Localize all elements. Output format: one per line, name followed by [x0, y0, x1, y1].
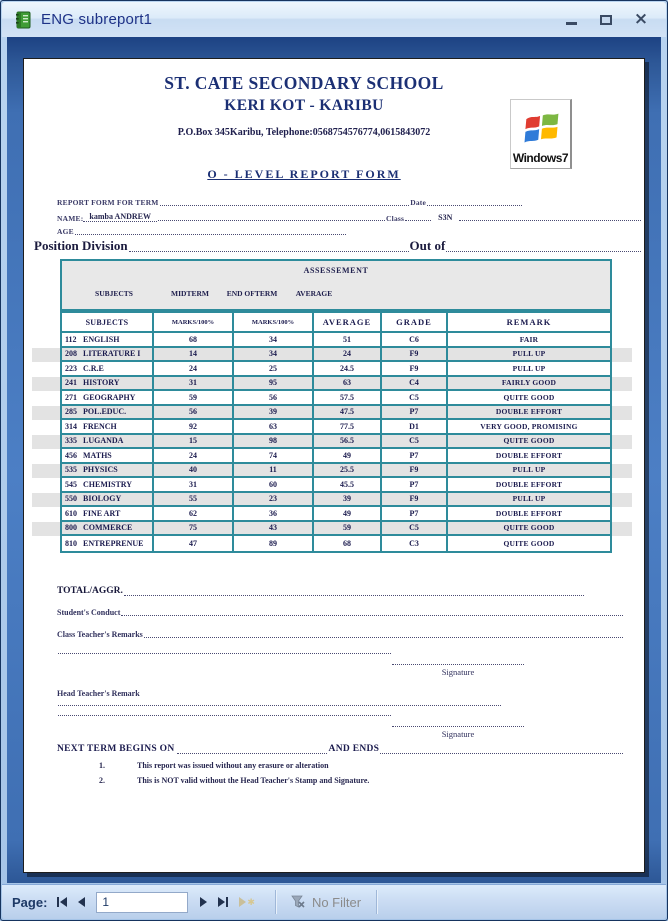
term-row — [57, 199, 523, 207]
footnote-1 — [99, 761, 329, 770]
footnote-number: 1. — [99, 761, 105, 770]
dotted-line — [160, 205, 410, 206]
date-label: Date — [410, 198, 426, 207]
separator — [275, 890, 276, 914]
grade-cell: C4 — [382, 377, 448, 392]
subject-code: 800 — [65, 523, 77, 533]
name-row — [57, 213, 642, 222]
dotted-line — [58, 653, 391, 654]
next-page-button[interactable] — [200, 897, 207, 907]
dotted-line — [158, 220, 385, 221]
average-cell: 45.5 — [314, 478, 382, 493]
grade-cell: C5 — [382, 522, 448, 537]
midterm-cell: 40 — [154, 464, 234, 479]
endterm-cell: 98 — [234, 435, 314, 450]
remark-cell: QUITE GOOD — [503, 538, 555, 548]
head-remark-line-2 — [57, 715, 392, 717]
endterm-cell: 56 — [234, 391, 314, 406]
dotted-line — [121, 615, 623, 616]
report-icon — [13, 10, 33, 30]
footnote-2 — [99, 776, 369, 785]
grade-cell: C5 — [382, 435, 448, 450]
midterm-cell: 47 — [154, 536, 234, 551]
col-header-subjects: SUBJECTS — [62, 313, 154, 333]
head-teacher-signature — [392, 725, 524, 739]
subject-name: ENTREPRENUE — [83, 538, 144, 548]
band-average-label: AVERAGE — [295, 289, 333, 298]
average-cell: 47.5 — [314, 406, 382, 421]
position-label: Position Division — [34, 238, 128, 253]
remark-cell: QUITE GOOD — [448, 391, 610, 406]
subject-name: LITERATURE I — [83, 349, 141, 359]
footnote-text: This is NOT valid without the Head Teacher's Stamp and Signature. — [137, 776, 370, 785]
next-term-label: NEXT TERM BEGINS ON — [57, 744, 175, 754]
titlebar — [2, 2, 666, 37]
average-cell: 51 — [314, 333, 382, 348]
next-page-icon — [200, 897, 207, 907]
subject-name: MATHS — [83, 450, 112, 460]
subject-cell — [62, 362, 154, 377]
subject-code: 271 — [65, 392, 77, 402]
midterm-cell: 31 — [154, 478, 234, 493]
no-filter-button[interactable] — [285, 895, 367, 910]
average-cell: 57.5 — [314, 391, 382, 406]
subject-cell — [62, 464, 154, 479]
dotted-line — [392, 725, 524, 727]
class-teacher-signature — [392, 663, 524, 677]
signature-label: Signature — [441, 729, 475, 739]
next-term-row — [57, 745, 624, 755]
subject-code: 610 — [65, 508, 77, 518]
remark-cell: FAIR — [448, 333, 610, 348]
conduct-label: Student's Conduct — [57, 608, 121, 617]
minimize-button[interactable] — [562, 12, 580, 28]
midterm-cell: 59 — [154, 391, 234, 406]
subject-cell — [62, 536, 154, 551]
endterm-cell: 34 — [234, 333, 314, 348]
dotted-line — [144, 637, 623, 638]
average-cell: 49 — [314, 507, 382, 522]
dotted-line — [380, 753, 623, 754]
class-teacher-label: Class Teacher's Remarks — [57, 630, 143, 639]
dotted-line — [427, 205, 522, 206]
previous-page-button[interactable] — [78, 897, 85, 907]
grade-cell: P7 — [382, 478, 448, 493]
window-title: ENG subreport1 — [41, 11, 153, 28]
remark-cell: DOUBLE EFFORT — [448, 507, 610, 522]
grade-cell: F9 — [382, 464, 448, 479]
footnote-text: This report was issued without any erasure or alteration — [137, 761, 329, 770]
first-page-button[interactable] — [57, 897, 67, 907]
col-header-grade: GRADE — [382, 313, 448, 333]
remark-cell: VERY GOOD, PROMISING — [448, 420, 610, 435]
subject-code: 335 — [65, 436, 77, 446]
subject-code: 314 — [65, 421, 77, 431]
grade-cell: F9 — [382, 362, 448, 377]
col-header-endterm-marks: MARKS/100% — [234, 313, 314, 333]
maximize-icon — [600, 15, 612, 25]
dotted-line — [129, 251, 409, 252]
subject-cell — [62, 391, 154, 406]
subject-code: 285 — [65, 407, 77, 417]
midterm-cell: 14 — [154, 348, 234, 363]
midterm-cell: 68 — [154, 333, 234, 348]
average-cell: 77.5 — [314, 420, 382, 435]
grade-cell: F9 — [382, 493, 448, 508]
endterm-cell: 74 — [234, 449, 314, 464]
remark-cell: DOUBLE EFFORT — [448, 449, 610, 464]
first-page-icon — [60, 897, 67, 907]
last-page-icon — [218, 897, 225, 907]
subject-code: 241 — [65, 378, 77, 388]
endterm-cell: 63 — [234, 420, 314, 435]
dotted-line — [392, 663, 524, 665]
class-label: Class — [386, 213, 405, 223]
separator — [376, 890, 377, 914]
signature-label: Signature — [441, 667, 475, 677]
subject-name: FRENCH — [83, 421, 117, 431]
midterm-cell: 56 — [154, 406, 234, 421]
class-teacher-row — [57, 631, 624, 639]
assessment-title: ASSESSEMENT — [303, 266, 369, 275]
endterm-cell: 11 — [234, 464, 314, 479]
remark-cell: QUITE GOOD — [448, 435, 610, 450]
midterm-cell: 92 — [154, 420, 234, 435]
subject-cell — [62, 478, 154, 493]
subject-cell — [62, 420, 154, 435]
subject-code: 208 — [65, 349, 77, 359]
average-cell: 59 — [314, 522, 382, 537]
average-cell: 39 — [314, 493, 382, 508]
subject-cell — [62, 435, 154, 450]
col-header-midterm-marks: MARKS/100% — [154, 313, 234, 333]
new-page-icon: ✱ — [247, 896, 255, 907]
head-teacher-label: Head Teacher's Remark — [57, 689, 140, 698]
subject-code: 223 — [65, 363, 77, 373]
subject-cell — [62, 522, 154, 537]
endterm-cell: 34 — [234, 348, 314, 363]
subject-cell — [62, 493, 154, 508]
page-number-input[interactable] — [96, 892, 188, 913]
subject-code: 112 — [65, 334, 77, 344]
subject-name: COMMERCE — [83, 523, 133, 533]
average-cell: 56.5 — [314, 435, 382, 450]
midterm-cell: 75 — [154, 522, 234, 537]
last-page-icon — [226, 897, 228, 907]
funnel-icon — [291, 895, 306, 909]
minimize-icon — [566, 22, 577, 25]
window-controls — [562, 9, 650, 29]
report-page — [23, 58, 645, 873]
total-label: TOTAL/AGGR. — [57, 586, 123, 596]
col-header-average: AVERAGE — [314, 313, 382, 333]
midterm-cell: 24 — [154, 449, 234, 464]
position-row — [34, 239, 642, 253]
assessment-band — [60, 259, 612, 311]
school-name: ST. CATE SECONDARY SCHOOL — [164, 73, 444, 93]
subject-code: 545 — [65, 479, 77, 489]
subject-name: GEOGRAPHY — [83, 392, 136, 402]
logo-caption: Windows7 — [512, 151, 569, 165]
midterm-cell: 24 — [154, 362, 234, 377]
dotted-line — [177, 753, 327, 754]
footnote-number: 2. — [99, 776, 105, 785]
age-row — [57, 228, 347, 236]
remark-cell: DOUBLE EFFORT — [448, 478, 610, 493]
remark-cell: PULL UP — [448, 362, 610, 377]
subject-name: PHYSICS — [83, 465, 118, 475]
subject-cell — [62, 333, 154, 348]
subject-name: CHEMISTRY — [83, 479, 133, 489]
midterm-cell: 15 — [154, 435, 234, 450]
marks-table — [60, 311, 612, 553]
close-button[interactable] — [632, 9, 650, 29]
no-filter-label: No Filter — [311, 894, 362, 910]
subject-name: HISTORY — [83, 378, 120, 388]
grade-cell: D1 — [382, 420, 448, 435]
endterm-cell: 23 — [234, 493, 314, 508]
maximize-button[interactable] — [597, 12, 615, 28]
subject-cell — [62, 406, 154, 421]
subject-code: 550 — [65, 494, 77, 504]
school-location: KERI KOT - KARIBU — [224, 97, 384, 114]
grade-cell: P7 — [382, 406, 448, 421]
remark-cell: PULL UP — [448, 348, 610, 363]
col-header-remark: REMARK — [448, 313, 610, 333]
average-cell: 63 — [314, 377, 382, 392]
subject-code: 456 — [65, 450, 77, 460]
name-label: NAME: — [57, 213, 84, 223]
last-page-button[interactable] — [218, 897, 228, 907]
head-remark-line — [57, 705, 502, 707]
dotted-line — [405, 220, 431, 221]
average-cell: 49 — [314, 449, 382, 464]
dotted-line — [459, 220, 641, 221]
subject-cell — [62, 348, 154, 363]
dotted-line — [446, 251, 641, 252]
age-label: AGE — [57, 227, 74, 236]
subject-name: LUGANDA — [83, 436, 124, 446]
remark-cell: QUITE GOOD — [448, 522, 610, 537]
close-icon: × — [633, 9, 649, 29]
term-label: REPORT FORM FOR TERM — [57, 198, 159, 207]
dotted-line — [75, 234, 346, 235]
grade-cell: C5 — [382, 391, 448, 406]
total-row — [57, 587, 585, 597]
subject-name: BIOLOGY — [83, 494, 122, 504]
average-cell: 24.5 — [314, 362, 382, 377]
grade-cell: F9 — [382, 348, 448, 363]
name-value: kamba ANDREW — [83, 213, 157, 222]
band-endofterm-label: END OFTERM — [226, 289, 278, 298]
midterm-cell: 55 — [154, 493, 234, 508]
form-title: O - LEVEL REPORT FORM — [207, 167, 401, 181]
ends-label: AND ENDS — [328, 744, 380, 754]
endterm-cell: 60 — [234, 478, 314, 493]
endterm-cell: 39 — [234, 406, 314, 421]
subject-cell — [62, 507, 154, 522]
remark-cell: PULL UP — [448, 493, 610, 508]
endterm-cell: 95 — [234, 377, 314, 392]
windows7-logo — [510, 99, 572, 169]
endterm-cell: 25 — [234, 362, 314, 377]
grade-cell: P7 — [382, 449, 448, 464]
dotted-line — [124, 595, 584, 596]
dotted-line — [58, 705, 501, 706]
endterm-cell: 43 — [234, 522, 314, 537]
average-cell: 25.5 — [314, 464, 382, 479]
class-value: S3N — [438, 213, 453, 222]
subject-cell — [62, 449, 154, 464]
endterm-cell: 89 — [234, 536, 314, 551]
out-of-label: Out of — [409, 238, 446, 253]
school-contact: P.O.Box 345Karibu, Telephone:0568754576774,0615843072 — [177, 127, 431, 138]
band-subjects-label: SUBJECTS — [95, 289, 133, 298]
subject-cell — [62, 377, 154, 392]
windows-flag-icon — [519, 110, 563, 152]
subject-name: ENGLISH — [83, 334, 120, 344]
report-canvas — [7, 37, 661, 883]
page-nav-label: Page: — [12, 894, 48, 910]
subject-code: 535 — [65, 465, 77, 475]
endterm-cell: 36 — [234, 507, 314, 522]
subject-name: C.R.E — [83, 363, 104, 373]
remark-cell: FAIRLY GOOD — [448, 377, 610, 392]
subject-name: FINE ART — [83, 508, 121, 518]
grade-cell: C6 — [382, 333, 448, 348]
midterm-cell: 31 — [154, 377, 234, 392]
remark-cell: DOUBLE EFFORT — [448, 406, 610, 421]
previous-page-icon — [78, 897, 85, 907]
first-page-icon — [57, 897, 59, 907]
grade-cell: P7 — [382, 507, 448, 522]
statusbar — [2, 884, 666, 919]
new-page-button[interactable] — [239, 897, 255, 907]
dotted-line — [58, 715, 391, 716]
band-midterm-label: MIDTERM — [171, 289, 209, 298]
midterm-cell: 62 — [154, 507, 234, 522]
subject-name: POL.EDUC. — [83, 407, 127, 417]
new-page-icon — [239, 897, 246, 907]
remarks-continuation-line — [57, 653, 392, 655]
average-cell: 24 — [314, 348, 382, 363]
remark-cell: PULL UP — [448, 464, 610, 479]
conduct-row — [57, 609, 624, 617]
grade-cell: C3 — [382, 536, 448, 551]
average-cell: 68 — [314, 536, 382, 551]
subject-code: 810 — [65, 538, 77, 548]
